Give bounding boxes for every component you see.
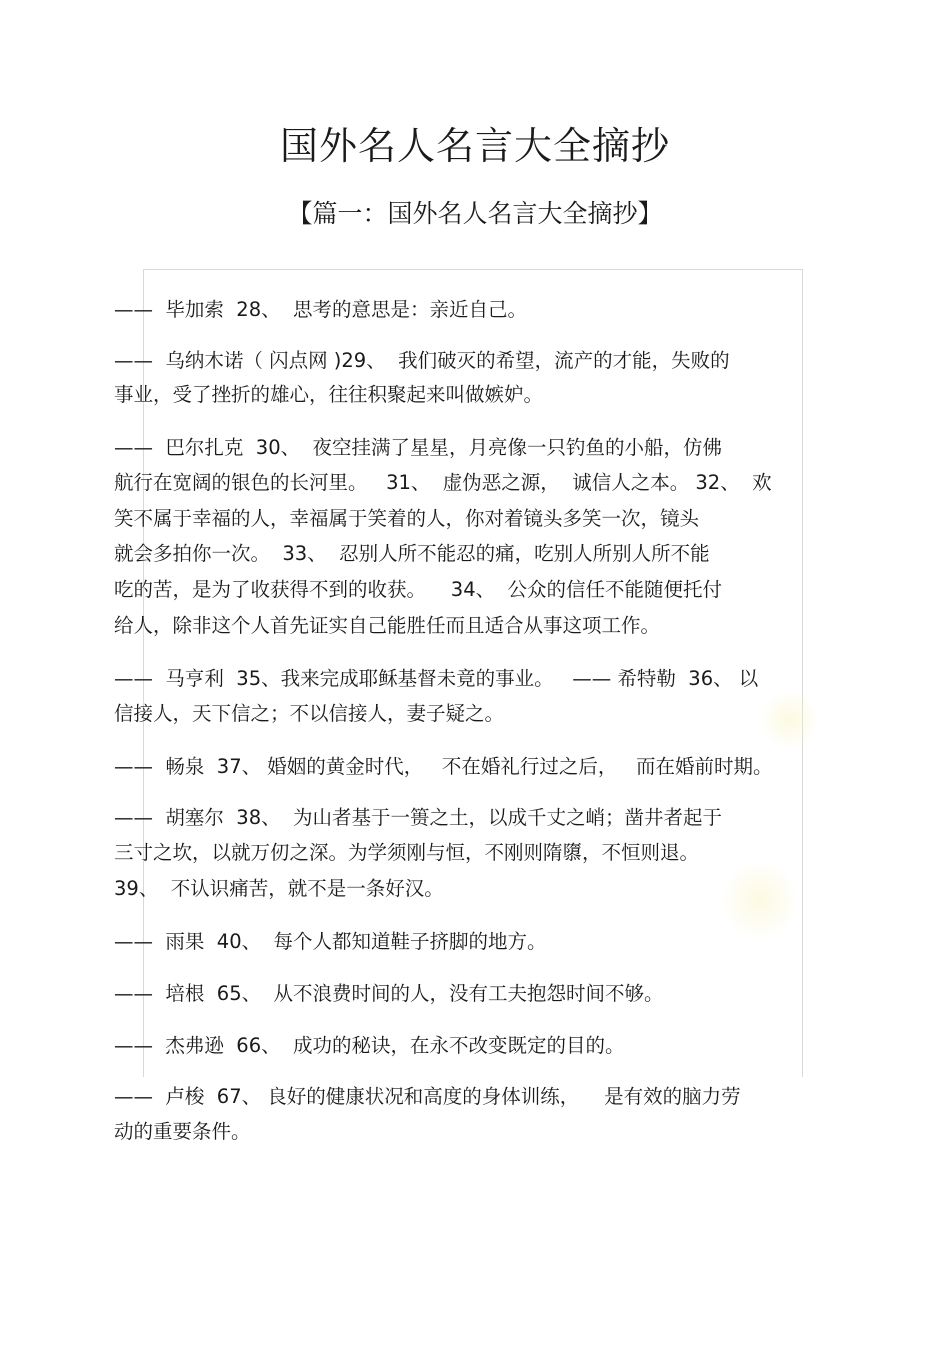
text-line: 动的重要条件。 (114, 1120, 251, 1143)
text-line: —— 培根 65、 从不浪费时间的人，没有工夫抱怨时间不够。 (114, 982, 664, 1005)
text-line: —— 卢梭 67、 良好的健康状况和高度的身体训练， 是有效的脑力劳 (114, 1085, 741, 1108)
decorative-glow (760, 690, 820, 750)
text-line: —— 杰弗逊 66、 成功的秘诀，在永不改变既定的目的。 (114, 1034, 625, 1057)
text-line: —— 胡塞尔 38、 为山者基于一篑之土，以成千丈之峭；凿井者起于 (114, 806, 723, 829)
text-line: —— 马亨利 35、我来完成耶稣基督未竟的事业。 —— 希特勒 36、 以 (114, 667, 759, 690)
text-line: 吃的苦，是为了收获得不到的收获。 34、 公众的信任不能随便托付 (114, 578, 723, 601)
text-line: 就会多拍你一次。 33、 忍别人所不能忍的痛，吃别人所别人所不能 (114, 542, 710, 565)
text-line: 39、 不认识痛苦，就不是一条好汉。 (114, 877, 444, 900)
page-title: 国外名人名言大全摘抄 (279, 124, 670, 168)
text-line: —— 毕加索 28、 思考的意思是：亲近自己。 (114, 298, 528, 321)
text-line: 给人，除非这个人首先证实自己能胜任而且适合从事这项工作。 (114, 614, 661, 637)
text-line: 事业，受了挫折的雄心，往往积聚起来叫做嫉妒。 (114, 383, 544, 406)
text-line: 三寸之坎，以就万仞之深。为学须刚与恒，不刚则隋隳，不恒则退。 (114, 841, 700, 864)
page-subtitle: 【篇一：国外名人名言大全摘抄】 (287, 199, 663, 228)
text-line: —— 乌纳木诺（ 闪点网 )29、 我们破灭的希望，流产的才能，失败的 (114, 349, 730, 372)
text-line: —— 雨果 40、 每个人都知道鞋子挤脚的地方。 (114, 930, 547, 953)
decorative-glow (720, 860, 800, 940)
text-line: 信接人，天下信之；不以信接人，妻子疑之。 (114, 702, 505, 725)
text-line: 航行在宽阔的银色的长河里。 31、 虚伪恶之源， 诚信人之本。 32、 欢 (114, 471, 772, 494)
text-line: —— 畅泉 37、 婚姻的黄金时代， 不在婚礼行过之后， 而在婚前时期。 (114, 755, 773, 778)
text-line: 笑不属于幸福的人，幸福属于笑着的人，你对着镜头多笑一次，镜头 (114, 507, 700, 530)
text-line: —— 巴尔扎克 30、 夜空挂满了星星，月亮像一只钓鱼的小船，仿佛 (114, 436, 723, 459)
